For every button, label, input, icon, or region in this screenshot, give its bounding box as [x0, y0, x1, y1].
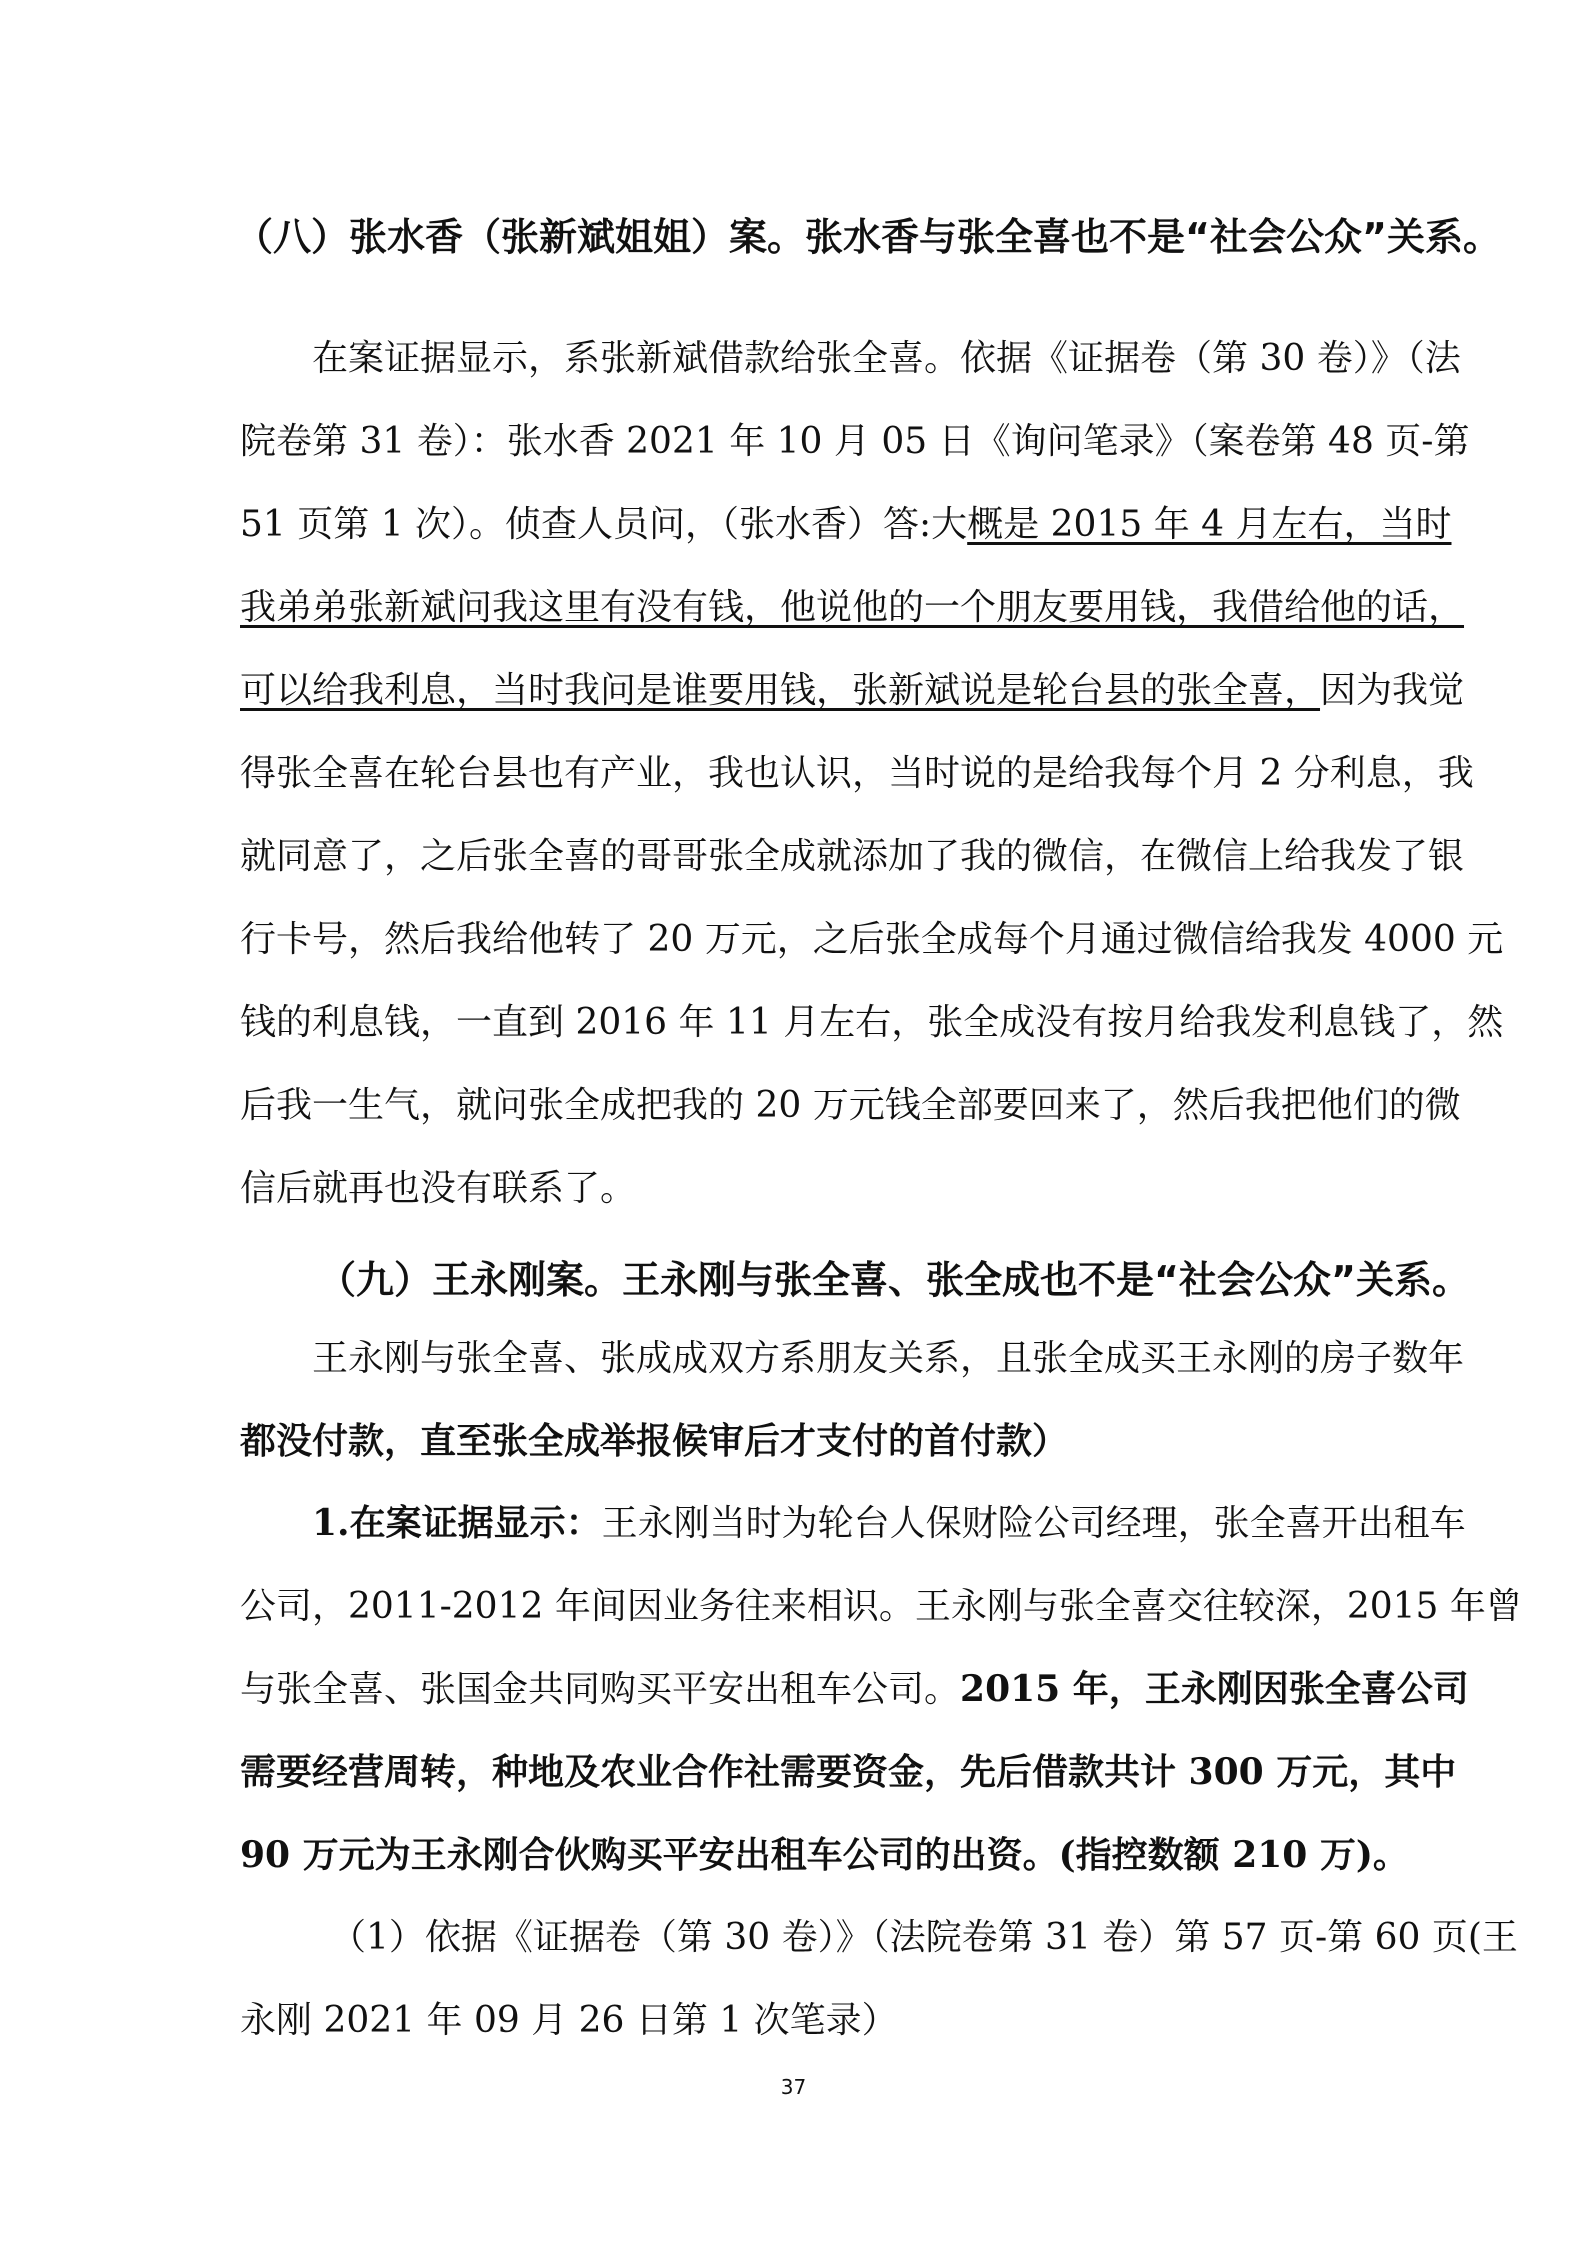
text-line: 行卡号，然后我给他转了 20 万元，之后张全成每个月通过微信给我发 4000 元: [240, 919, 1504, 960]
text-span: 王永刚当时为轮台人保财险公司经理，张全喜开出租车: [601, 1503, 1466, 1544]
text-line: 院卷第 31 卷）：张水香 2021 年 10 月 05 日《询问笔录》（案卷第 48 页-第: [240, 421, 1470, 462]
text-line: 永刚 2021 年 09 月 26 日第 1 次笔录）: [240, 2000, 898, 2041]
section-9-heading: （九）王永刚案。王永刚与张全喜、张全成也不是“社会公众”关系。: [318, 1258, 1470, 1302]
text-line: 都没付款，直至张全成举报候审后才支付的首付款）: [240, 1421, 1069, 1462]
section-9-sub-1: [240, 1896, 1518, 2062]
text-span: 与张全喜、张国金共同购买平安出租车公司。: [240, 1669, 961, 1710]
text-line: 后我一生气，就问张全成把我的 20 万元钱全部要回来了，然后我把他们的微: [240, 1085, 1461, 1126]
section-9-point-1: [240, 1482, 1522, 1897]
bold-text: 2015 年，王永刚因张全喜公司: [960, 1668, 1469, 1710]
text-line: [240, 483, 1502, 566]
section-8-heading: （八）张水香（张新斌姐姐）案。张水香与张全喜也不是“社会公众”关系。: [235, 215, 1501, 259]
text-span: 51 页第 1 次）。侦查人员问，（张水香）答:大: [240, 504, 968, 545]
text-line: 在案证据显示，系张新斌借款给张全喜。依据《证据卷（第 30 卷）》（法: [312, 338, 1461, 379]
text-line: 公司，2011-2012 年间因业务往来相识。王永刚与张全喜交往较深，2015 年曾: [240, 1586, 1522, 1627]
underlined-line: 我弟弟张新斌问我这里有没有钱，他说他的一个朋友要用钱，我借给他的话，: [240, 587, 1465, 628]
text-line: 钱的利息钱，一直到 2016 年 11 月左右，张全成没有按月给我发利息钱了，然: [240, 1002, 1504, 1043]
text-line: 信后就再也没有联系了。: [240, 1168, 637, 1209]
text-line: [240, 649, 1502, 732]
text-span: 因为我觉: [1320, 670, 1465, 711]
text-line: 就同意了，之后张全喜的哥哥张全成就添加了我的微信，在微信上给我发了银: [240, 836, 1465, 877]
text-line: 得张全喜在轮台县也有产业，我也认识，当时说的是给我每个月 2 分利息，我: [240, 753, 1474, 794]
point-label: 1.在案证据显示：: [312, 1502, 602, 1544]
bold-line: 90 万元为王永刚合伙购买平安出租车公司的出资。(指控数额 210 万)。: [240, 1834, 1409, 1876]
underlined-text: 可以给我利息，当时我问是谁要用钱，张新斌说是轮台县的张全喜，: [240, 670, 1321, 711]
text-line: （1）依据《证据卷（第 30 卷）》（法院卷第 31 卷）第 57 页-第 60 页(王: [330, 1917, 1518, 1958]
section-8-body: [240, 317, 1502, 1230]
bold-line: 需要经营周转，种地及农业合作社需要资金，先后借款共计 300 万元，其中: [240, 1751, 1457, 1793]
text-line: [240, 1648, 1502, 1731]
underlined-text: 概是 2015 年 4 月左右，当时: [967, 504, 1452, 545]
text-line: 王永刚与张全喜、张成成双方系朋友关系，且张全成买王永刚的房子数年: [312, 1338, 1465, 1379]
section-9-intro: [240, 1317, 1502, 1483]
text-line: [240, 1482, 1502, 1565]
page-number: 37: [780, 2075, 807, 2099]
